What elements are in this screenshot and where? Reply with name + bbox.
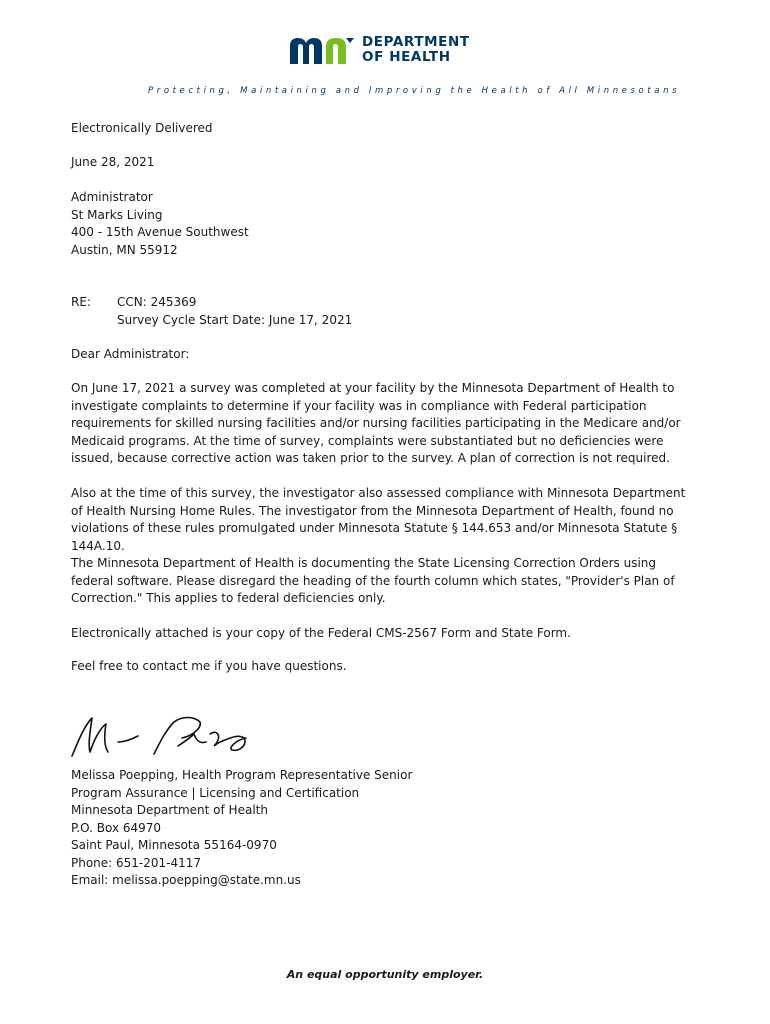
signature-line: Phone: 651-201-4117 (71, 855, 202, 870)
recipient-line: 400 - 15th Avenue Southwest (71, 225, 249, 239)
body-paragraph: Also at the time of this survey, the investigator also assessed compliance with Minnesota Department of Health Nursing Home Rules. The investigator from the Minnesota Department of Health, found no violations of these rules promulgated under Minnesota Statute § 144.653 and/or Minnesota Statute § 144A.10. (71, 486, 686, 553)
recipient-line: Administrator (71, 190, 153, 204)
delivery-method: Electronically Delivered (71, 121, 213, 135)
signature-line: Melissa Poepping, Health Program Representative Senior (71, 768, 413, 782)
body-paragraph: Feel free to contact me if you have questions. (71, 659, 347, 673)
signature-line: Minnesota Department of Health (71, 803, 268, 817)
tagline: Protecting, Maintaining and Improving the Health of All Minnesotans (148, 86, 681, 96)
department-name (362, 35, 492, 65)
footer-equal-opportunity: An equal opportunity employer. (286, 968, 484, 981)
signature-email: Email: melissa.poepping@state.mn.us (71, 873, 301, 887)
dept-line-2: OF HEALTH (362, 49, 451, 65)
signature-line: Saint Paul, Minnesota 55164-0970 (71, 838, 277, 852)
re-line: CCN: 245369 (117, 295, 197, 309)
recipient-line: St Marks Living (71, 207, 163, 222)
handwritten-signature (70, 712, 260, 764)
recipient-line: Austin, MN 55912 (71, 242, 178, 257)
body-paragraph: On June 17, 2021 a survey was completed at your facility by the Minnesota Department of Health to investigate complaints to determine if your facility was in compliance with Federal participation requirements for skilled nursing facilities and/or nursing facilities participating in the Medicare and/or Medicaid programs. At the time of survey, complaints were substantiated but no deficiencies were issued, because corrective action was taken prior to the survey. A plan of correction is not required. (71, 381, 681, 465)
signature-line: Program Assurance | Licensing and Certification (71, 785, 360, 800)
salutation: Dear Administrator: (71, 347, 190, 361)
re-line: Survey Cycle Start Date: June 17, 2021 (117, 312, 353, 327)
body-paragraph: The Minnesota Department of Health is documenting the State Licensing Correction Orders using federal software. Please disregard the heading of the fourth column which states, "Provider's Plan of Correction." This applies to federal deficiencies only. (71, 556, 675, 605)
mdh-logo (288, 34, 488, 68)
dept-line-1: DEPARTMENT (362, 34, 470, 50)
re-block (117, 294, 352, 329)
mn-logo-mark (288, 34, 360, 66)
signature-line: P.O. Box 64970 (71, 820, 162, 835)
letter-date: June 28, 2021 (71, 155, 155, 169)
re-label: RE: (71, 295, 91, 309)
body-paragraph: Electronically attached is your copy of the Federal CMS-2567 Form and State Form. (71, 626, 571, 640)
